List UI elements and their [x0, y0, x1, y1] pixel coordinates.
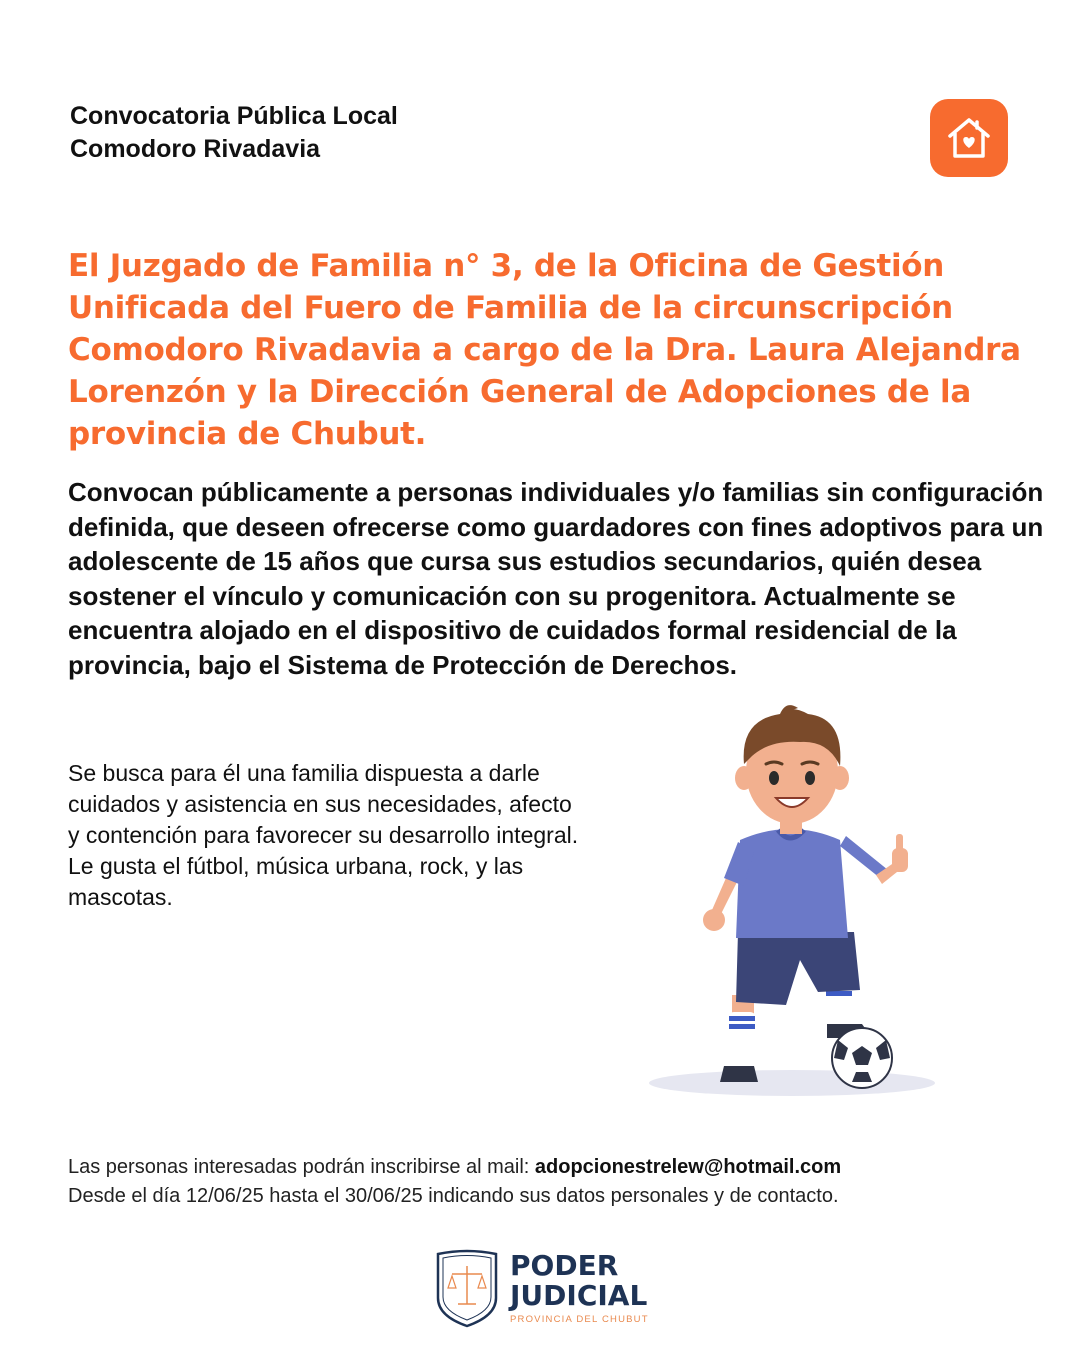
header-line-1: Convocatoria Pública Local	[70, 102, 398, 130]
logo-line-1: PODER	[510, 1249, 619, 1282]
contact-info	[68, 1153, 1028, 1211]
logo-line-2: JUDICIAL	[510, 1279, 648, 1312]
header-line-2: Comodoro Rivadavia	[70, 135, 321, 163]
poder-judicial-logo	[434, 1248, 649, 1328]
description	[68, 758, 588, 913]
contact-prefix: Las personas interesadas podrán inscribirse al mail:	[68, 1156, 535, 1178]
description-paragraph-1: Se busca para él una familia dispuesta a darle cuidados y asistencia en sus necesidades, afecto y contención para favorecer su desarrollo integral.	[68, 760, 579, 848]
justice-shield-icon	[434, 1248, 500, 1328]
public-call-text: Convocan públicamente a personas individuales y/o familias sin configuración definida, que deseen ofrecerse como guardadores con fines adoptivos para un adolescente de 15 años que cursa sus estudios secundarios, quién desea sostener el vínculo y comunicación con su progenitora. Actualmente se encuentra alojado en el dispositivo de cuidados formal residencial de la provincia, bajo el Sistema de Protección de Derechos.	[68, 477, 1044, 680]
home-heart-icon	[930, 99, 1008, 177]
logo-text	[510, 1251, 649, 1325]
contact-email[interactable]: adopcionestrelew@hotmail.com	[534, 1156, 842, 1178]
contact-line-2: Desde el día 12/06/25 hasta el 30/06/25 indicando sus datos personales y de contacto.	[68, 1185, 839, 1207]
boy-playing-soccer-illustration	[640, 700, 950, 1100]
logo-subtitle: PROVINCIA DEL CHUBUT	[510, 1314, 649, 1325]
contact-line-1	[68, 1153, 1028, 1182]
headline: El Juzgado de Familia n° 3, de la Oficina de Gestión Unificada del Fuero de Familia de la circunscripción Comodoro Rivadavia a cargo de la Dra. Laura Alejandra Lorenzón y la Dirección General de Adopciones de la provincia de Chubut.	[68, 248, 1021, 452]
description-paragraph-2: Le gusta el fútbol, música urbana, rock, y las mascotas.	[68, 853, 524, 910]
header-title	[70, 100, 398, 166]
